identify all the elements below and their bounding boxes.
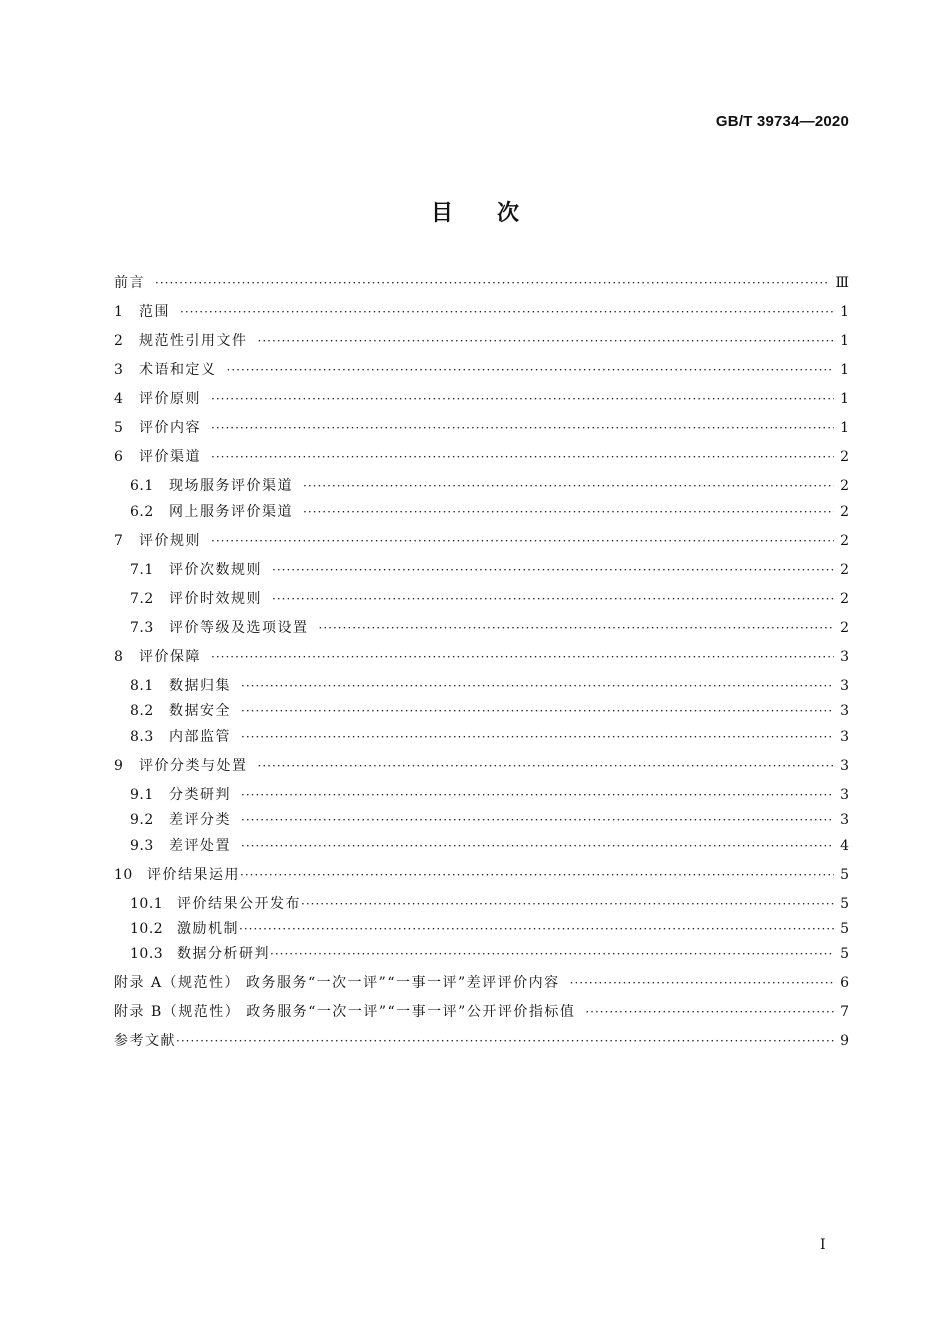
toc-entry-title: 内部监管 — [169, 729, 231, 745]
toc-entry-number: 9.1 — [130, 787, 154, 803]
toc-entry-title: 附录 B（规范性） 政务服务“一次一评”“一事一评”公开评价指标值 — [114, 1004, 576, 1020]
toc-leader-dots — [211, 450, 834, 464]
toc-entry-title: 分类研判 — [169, 787, 231, 803]
toc-entry-page: 2 — [840, 620, 849, 636]
toc-entry-page: 2 — [840, 478, 849, 494]
toc-entry-number: 10 — [114, 867, 133, 883]
toc-entry-number: 7.3 — [130, 620, 154, 636]
toc-entry[interactable] — [114, 530, 849, 550]
toc-entry-title: 评价原则 — [139, 391, 201, 407]
toc-entry[interactable] — [114, 943, 849, 963]
toc-entry-number: 2 — [114, 333, 124, 349]
toc-entry-page: 3 — [840, 787, 849, 803]
toc-entry-number: 4 — [114, 391, 124, 407]
toc-entry-page: 2 — [840, 591, 849, 607]
toc-leader-dots — [241, 839, 834, 853]
toc-leader-dots — [227, 363, 835, 377]
toc-entry-number: 6.2 — [130, 504, 154, 520]
toc-leader-dots — [319, 621, 835, 635]
toc-leader-dots — [241, 788, 834, 802]
toc-entry-page: 3 — [840, 758, 849, 774]
toc-entry-number: 7.1 — [130, 562, 154, 578]
toc-entry-page: 3 — [840, 729, 849, 745]
toc-entry[interactable] — [114, 359, 849, 379]
toc-entry-title: 激励机制 — [177, 921, 239, 937]
toc-entry-title: 评价渠道 — [139, 449, 201, 465]
toc-entry-number: 3 — [114, 362, 124, 378]
toc-entry-page: 1 — [840, 304, 849, 320]
toc-entry-page: Ⅲ — [835, 275, 849, 291]
toc-leader-dots — [241, 679, 834, 693]
toc-leader-dots — [272, 563, 834, 577]
toc-entry-number: 8.2 — [130, 703, 154, 719]
toc-entry-number: 8.3 — [130, 729, 154, 745]
toc-entry-title: 评价时效规则 — [169, 591, 262, 607]
toc-entry-number: 6 — [114, 449, 124, 465]
toc-entry[interactable] — [114, 700, 849, 720]
toc-entry[interactable] — [114, 272, 849, 292]
toc-entry-number: 7.2 — [130, 591, 154, 607]
toc-entry[interactable] — [114, 918, 849, 938]
toc-entry-page: 9 — [840, 1033, 849, 1049]
toc-entry-number: 7 — [114, 533, 124, 549]
toc-entry[interactable] — [114, 1030, 849, 1050]
toc-entry-page: 5 — [840, 896, 849, 912]
toc-entry-page: 3 — [840, 678, 849, 694]
toc-entry-title: 差评处置 — [169, 838, 231, 854]
toc-entry-page: 3 — [840, 649, 849, 665]
toc-entry-title: 数据归集 — [169, 678, 231, 694]
toc-entry-page: 2 — [840, 562, 849, 578]
standard-code: GB/T 39734—2020 — [715, 113, 849, 130]
toc-leader-dots — [176, 1034, 834, 1048]
toc-entry-title: 网上服务评价渠道 — [169, 504, 293, 520]
toc-leader-dots — [211, 392, 834, 406]
toc-leader-dots — [303, 505, 834, 519]
toc-entry-title: 评价次数规则 — [169, 562, 262, 578]
toc-entry-page: 6 — [840, 975, 849, 991]
toc-leader-dots — [240, 868, 834, 882]
toc-entry[interactable] — [114, 559, 849, 579]
toc-entry-page: 2 — [840, 533, 849, 549]
toc-entry[interactable] — [114, 417, 849, 437]
toc-entry-page: 2 — [840, 504, 849, 520]
toc-entry[interactable] — [114, 646, 849, 666]
toc-leader-dots — [258, 759, 835, 773]
toc-leader-dots — [585, 1005, 834, 1019]
toc-leader-dots — [570, 976, 834, 990]
toc-entry-page: 5 — [840, 867, 849, 883]
toc-entry-title: 差评分类 — [169, 812, 231, 828]
toc-entry[interactable] — [114, 330, 849, 350]
toc-entry[interactable] — [114, 726, 849, 746]
toc-entry-title: 术语和定义 — [139, 362, 217, 378]
toc-entry[interactable] — [114, 972, 849, 992]
toc-entry-title: 评价等级及选项设置 — [169, 620, 309, 636]
toc-entry[interactable] — [114, 388, 849, 408]
toc-entry-number: 10.1 — [130, 896, 164, 912]
page-number: Ⅰ — [820, 1237, 826, 1253]
toc-leader-dots — [239, 922, 834, 936]
toc-entry-page: 4 — [840, 838, 849, 854]
toc-entry-page: 3 — [840, 703, 849, 719]
toc-entry-number: 9.2 — [130, 812, 154, 828]
toc-entry-number: 1 — [114, 304, 124, 320]
toc-entry-title: 评价结果公开发布 — [177, 896, 301, 912]
toc-entry-title: 前言 — [114, 275, 145, 291]
toc-entry-page: 5 — [840, 946, 849, 962]
toc-entry-title: 附录 A（规范性） 政务服务“一次一评”“一事一评”差评评价内容 — [114, 975, 560, 991]
toc-leader-dots — [180, 305, 834, 319]
toc-entry-number: 9.3 — [130, 838, 154, 854]
toc-entry[interactable] — [114, 864, 849, 884]
toc-entry-page: 1 — [840, 333, 849, 349]
toc-entry-page: 3 — [840, 812, 849, 828]
toc-leader-dots — [211, 534, 834, 548]
toc-leader-dots — [211, 650, 834, 664]
toc-entry[interactable] — [114, 617, 849, 637]
toc-entry-number: 8.1 — [130, 678, 154, 694]
toc-entry-number: 8 — [114, 649, 124, 665]
toc-leader-dots — [303, 479, 834, 493]
toc-entry-number: 10.2 — [130, 921, 164, 937]
toc-entry-title: 范围 — [139, 304, 170, 320]
toc-entry[interactable] — [114, 893, 849, 913]
toc-entry[interactable] — [114, 675, 849, 695]
toc-entry[interactable] — [114, 835, 849, 855]
toc-leader-dots — [272, 592, 834, 606]
toc-entry-number: 6.1 — [130, 478, 154, 494]
toc-entry-page: 1 — [840, 391, 849, 407]
toc-entry-title: 规范性引用文件 — [139, 333, 248, 349]
toc-entry[interactable] — [114, 784, 849, 804]
toc-entry-page: 5 — [840, 921, 849, 937]
toc-entry-page: 1 — [840, 420, 849, 436]
toc-entry-title: 评价内容 — [139, 420, 201, 436]
toc-entry-title: 评价保障 — [139, 649, 201, 665]
toc-entry[interactable] — [114, 588, 849, 608]
toc-leader-dots — [241, 813, 834, 827]
toc-entry-number: 10.3 — [130, 946, 164, 962]
toc-entry-number: 9 — [114, 758, 124, 774]
toc-entry[interactable] — [114, 446, 849, 466]
toc-entry-title: 数据分析研判 — [177, 946, 270, 962]
toc-leader-dots — [270, 947, 834, 961]
toc-entry[interactable] — [114, 809, 849, 829]
toc-entry-title: 数据安全 — [169, 703, 231, 719]
toc-entry-title: 评价结果运用 — [147, 867, 240, 883]
toc-leader-dots — [258, 334, 835, 348]
toc-leader-dots — [155, 276, 829, 290]
toc-entry[interactable] — [114, 755, 849, 775]
page-title: 目次 — [430, 201, 563, 226]
toc-entry-number: 5 — [114, 420, 124, 436]
toc-leader-dots — [241, 704, 834, 718]
toc-entry-title: 评价规则 — [139, 533, 201, 549]
toc-entry-title: 现场服务评价渠道 — [169, 478, 293, 494]
toc-entry[interactable] — [114, 475, 849, 495]
toc-entry-page: 7 — [840, 1004, 849, 1020]
toc-leader-dots — [301, 897, 834, 911]
toc-leader-dots — [211, 421, 834, 435]
toc-entry[interactable] — [114, 501, 849, 521]
toc-entry-page: 1 — [840, 362, 849, 378]
toc-entry[interactable] — [114, 301, 849, 321]
toc-entry[interactable] — [114, 1001, 849, 1021]
toc-entry-title: 评价分类与处置 — [139, 758, 248, 774]
toc-entry-title: 参考文献 — [114, 1033, 176, 1049]
toc-entry-page: 2 — [840, 449, 849, 465]
toc-leader-dots — [241, 730, 834, 744]
